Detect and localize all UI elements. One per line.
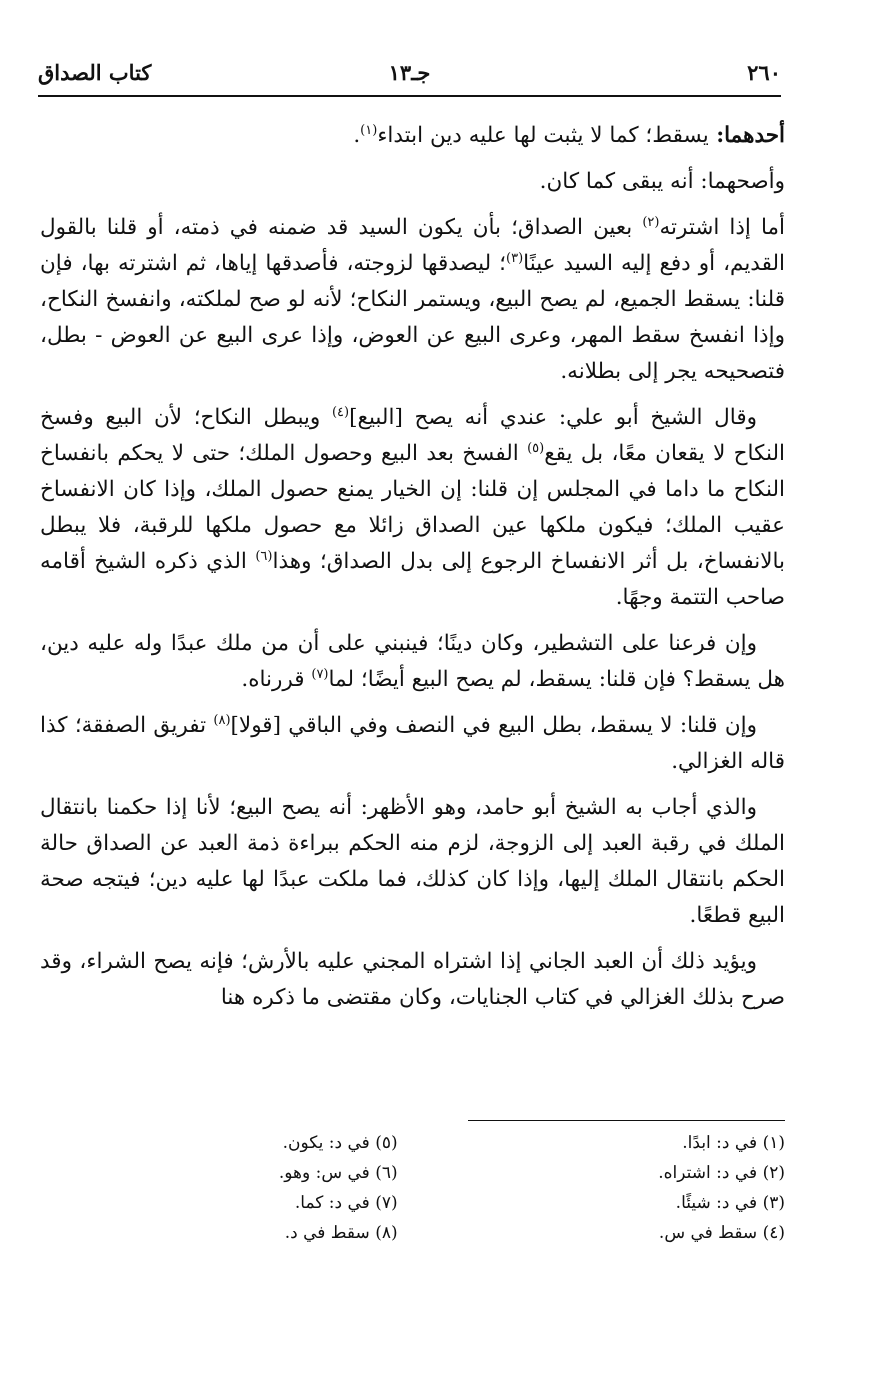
footnote — [40, 1188, 398, 1218]
footnote — [40, 1128, 398, 1158]
footnote-number: (٥) — [375, 1133, 398, 1153]
footnote-marker: (٢) — [642, 214, 660, 230]
footnote-marker: (٣) — [506, 250, 524, 266]
paragraph-text: ويبطل النكاح؛ لأن البيع وفسخ النكاح لا يقعان معًا، بل يقع — [40, 405, 785, 466]
footnote — [427, 1218, 785, 1248]
paragraph-text: الفسخ بعد البيع وحصول الملك؛ حتى لا يحكم بانفساخ النكاح ما داما في المجلس إن قلنا: إن الخيار يمنع حصول الملك، وإذا كان الانفساخ عقيب الملك؛ فيكون ملكها عين الصداق زائلا مع حصول ملكها للرقبة، فلا يبطل بالانفساخ، بل أثر الانفساخ الرجوع إلى بدل الصداق؛ وهذا — [40, 441, 785, 574]
footnote-number: (٣) — [762, 1193, 785, 1213]
paragraph-text: ويؤيد ذلك أن العبد الجاني إذا اشتراه المجني عليه بالأرش؛ فإنه يصح الشراء، وقد صرح بذلك الغزالي في كتاب الجنايات، وكان مقتضى ما ذكره هنا — [40, 949, 785, 1010]
paragraph — [40, 944, 785, 1016]
footnote — [40, 1218, 398, 1248]
paragraph — [40, 400, 785, 616]
chapter-title: كتاب الصداق — [38, 60, 152, 85]
paragraph-text: يسقط؛ كما لا يثبت لها عليه دين ابتداء — [377, 123, 709, 148]
footnote-text: سقط في س. — [658, 1223, 758, 1243]
paragraph — [40, 626, 785, 698]
footnote-text: في د: كما. — [294, 1193, 370, 1213]
footnote-marker: (٤) — [331, 404, 350, 420]
page-header — [38, 60, 781, 94]
paragraph-text: . — [353, 123, 361, 148]
page-number: ٢٦٠ — [747, 60, 781, 85]
volume-label: جـ١٣ — [388, 60, 431, 85]
paragraph-text: وأصحهما: أنه يبقى كما كان. — [539, 169, 785, 194]
paragraph — [40, 118, 785, 154]
footnote — [427, 1128, 785, 1158]
main-text — [40, 118, 785, 1026]
paragraph-text: تفريق الصفقة؛ كذا قاله الغزالي. — [40, 713, 785, 774]
footnote-number: (١) — [762, 1133, 785, 1153]
paragraph-text: بعين الصداق؛ بأن يكون السيد قد ضمنه في ذمته، أو قلنا بالقول القديم، أو دفع إليه السيد عينًا — [40, 215, 785, 276]
footnote-text: في د: شيئًا. — [675, 1193, 758, 1213]
paragraph-label: أحدهما: — [708, 123, 785, 148]
footnote-text: سقط في د. — [284, 1223, 370, 1243]
footnote-number: (٦) — [375, 1163, 398, 1183]
footnote — [427, 1188, 785, 1218]
footnote-marker: (١) — [360, 122, 378, 138]
paragraph — [40, 708, 785, 780]
footnote-number: (٧) — [375, 1193, 398, 1213]
footnote-number: (٤) — [762, 1223, 785, 1243]
paragraph-text: وإن قلنا: لا يسقط، بطل البيع في النصف وفي الباقي [قولا] — [230, 713, 757, 738]
footnotes-column-right — [427, 1128, 785, 1248]
paragraph-text: والذي أجاب به الشيخ أبو حامد، وهو الأظهر: أنه يصح البيع؛ لأنا إذا حكمنا بانتقال الملك في رقبة العبد إلى الزوجة، لزم منه الحكم ببراءة ذمة العبد عن الصداق حالة الحكم بانتقال الملك إليها، وإذا كان كذلك، فما ملكت عبدًا لها عليه دين؛ فيتجه صحة البيع قطعًا. — [40, 795, 785, 928]
paragraph-text: الذي ذكره الشيخ أقامه صاحب التتمة وجهًا. — [40, 549, 785, 610]
footnote-marker: (٥) — [527, 440, 545, 456]
paragraph-text: ؛ ليصدقها لزوجته، فأصدقها إياها، ثم اشترته بها، فإن قلنا: يسقط الجميع، لم يصح البيع، ويستمر النكاح؛ لأنه لو صح لملكته، وانفسخ النكاح، وإذا انفسخ سقط المهر، وعرى البيع عن العوض، وإذا عرى البيع عن العوض - بطل، فتصحيحه يجر إلى بطلانه. — [40, 251, 785, 384]
paragraph-text: وقال الشيخ أبو علي: عندي أنه يصح [البيع] — [349, 405, 757, 430]
footnote-marker: (٨) — [213, 712, 231, 728]
footnote-text: في د: يكون. — [282, 1133, 370, 1153]
paragraph — [40, 790, 785, 934]
footnote — [427, 1158, 785, 1188]
footnote-number: (٨) — [375, 1223, 398, 1243]
footnote-marker: (٧) — [311, 666, 329, 682]
footnote-text: في س: وهو. — [278, 1163, 370, 1183]
footnote-number: (٢) — [762, 1163, 785, 1183]
footnote-text: في د: ابدًا. — [682, 1133, 758, 1153]
footnote-text: في د: اشتراه. — [658, 1163, 758, 1183]
paragraph-text: وإن فرعنا على التشطير، وكان دينًا؛ فينبني على أن من ملك عبدًا وله عليه دين، هل يسقط؟ فإن قلنا: يسقط، لم يصح البيع أيضًا؛ لما — [40, 631, 785, 692]
paragraph — [40, 210, 785, 390]
header-rule — [38, 95, 781, 97]
footnotes-column-left — [40, 1128, 398, 1248]
footnote-marker: (٦) — [255, 548, 273, 564]
footnote-rule — [468, 1120, 785, 1121]
paragraph-text: أما إذا اشترته — [659, 215, 785, 240]
paragraph — [40, 164, 785, 200]
footnote — [40, 1158, 398, 1188]
paragraph-text: قررناه. — [241, 667, 312, 692]
